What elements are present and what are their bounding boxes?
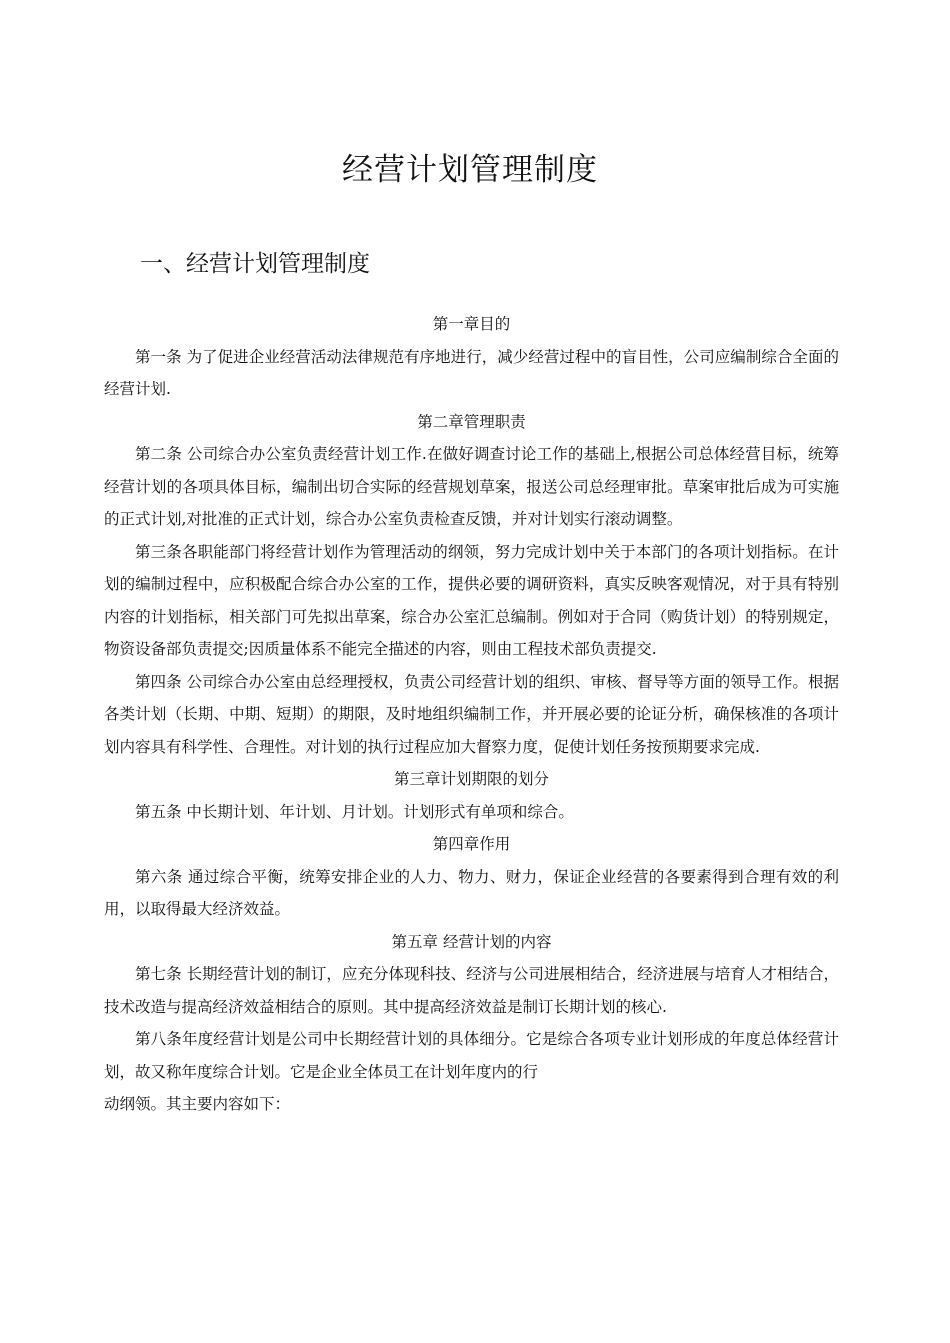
article-6: 第六条 通过综合平衡，统筹安排企业的人力、物力、财力，保证企业经营的各要素得到合理有效的利用，以取得最大经济效益。 <box>104 867 839 918</box>
chapter-heading-5: 第五章 经营计划的内容 <box>391 932 552 951</box>
chapter-heading-1: 第一章目的 <box>432 315 511 333</box>
document-title: 经营计划管理制度 <box>342 152 598 188</box>
document-body <box>104 308 839 1121</box>
article-7: 第七条 长期经营计划的制订，应充分体现科技、经济与公司进展相结合，经济进展与培育人才相结合，技术改造与提高经济效益相结合的原则。其中提高经济效益是制订长期计划的核心. <box>104 965 839 1016</box>
chapter-heading-3: 第三章计划期限的划分 <box>393 770 549 788</box>
article-8-continuation: 动纲领。其主要内容如下： <box>104 1095 291 1113</box>
article-2: 第二条 公司综合办公室负责经营计划工作.在做好调查讨论工作的基础上,根据公司总体经营目标，统筹经营计划的各项具体目标，编制出切合实际的经营规划草案，报送公司总经理审批。草案审批后成为可实施的正式计划,对批准的正式计划，综合办公室负责检查反馈，并对计划实行滚动调整。 <box>104 445 839 528</box>
section-heading: 一、经营计划管理制度 <box>140 251 370 277</box>
article-1: 第一条 为了促进企业经营活动法律规范有序地进行，减少经营过程中的盲目性，公司应编制综合全面的经营计划. <box>104 347 839 398</box>
chapter-heading-2: 第二章管理职责 <box>417 412 526 431</box>
article-3: 第三条各职能部门将经营计划作为管理活动的纲领，努力完成计划中关于本部门的各项计划指标。在计划的编制过程中，应积极配合综合办公室的工作，提供必要的调研资料，真实反映客观情况，对于具有特别内容的计划指标，相关部门可先拟出草案，综合办公室汇总编制。例如对于合同（购货计划）的特别规定，物资设备部负责提交;因质量体系不能完全描述的内容，则由工程技术部负责提交. <box>104 542 839 658</box>
article-5: 第五条 中长期计划、年计划、月计划。计划形式有单项和综合。 <box>135 802 574 821</box>
chapter-heading-4: 第四章作用 <box>432 835 511 853</box>
article-4: 第四条 公司综合办公室由总经理授权，负责公司经营计划的组织、审核、督导等方面的领导工作。根据各类计划（长期、中期、短期）的期限，及时地组织编制工作，并开展必要的论证分析，确保核准的各项计划内容具有科学性、合理性。对计划的执行过程应加大督察力度，促使计划任务按预期要求完成. <box>104 672 839 756</box>
article-8: 第八条年度经营计划是公司中长期经营计划的具体细分。它是综合各项专业计划形成的年度总体经营计划，故又称年度综合计划。它是企业全体员工在计划年度内的行 <box>104 1030 839 1081</box>
